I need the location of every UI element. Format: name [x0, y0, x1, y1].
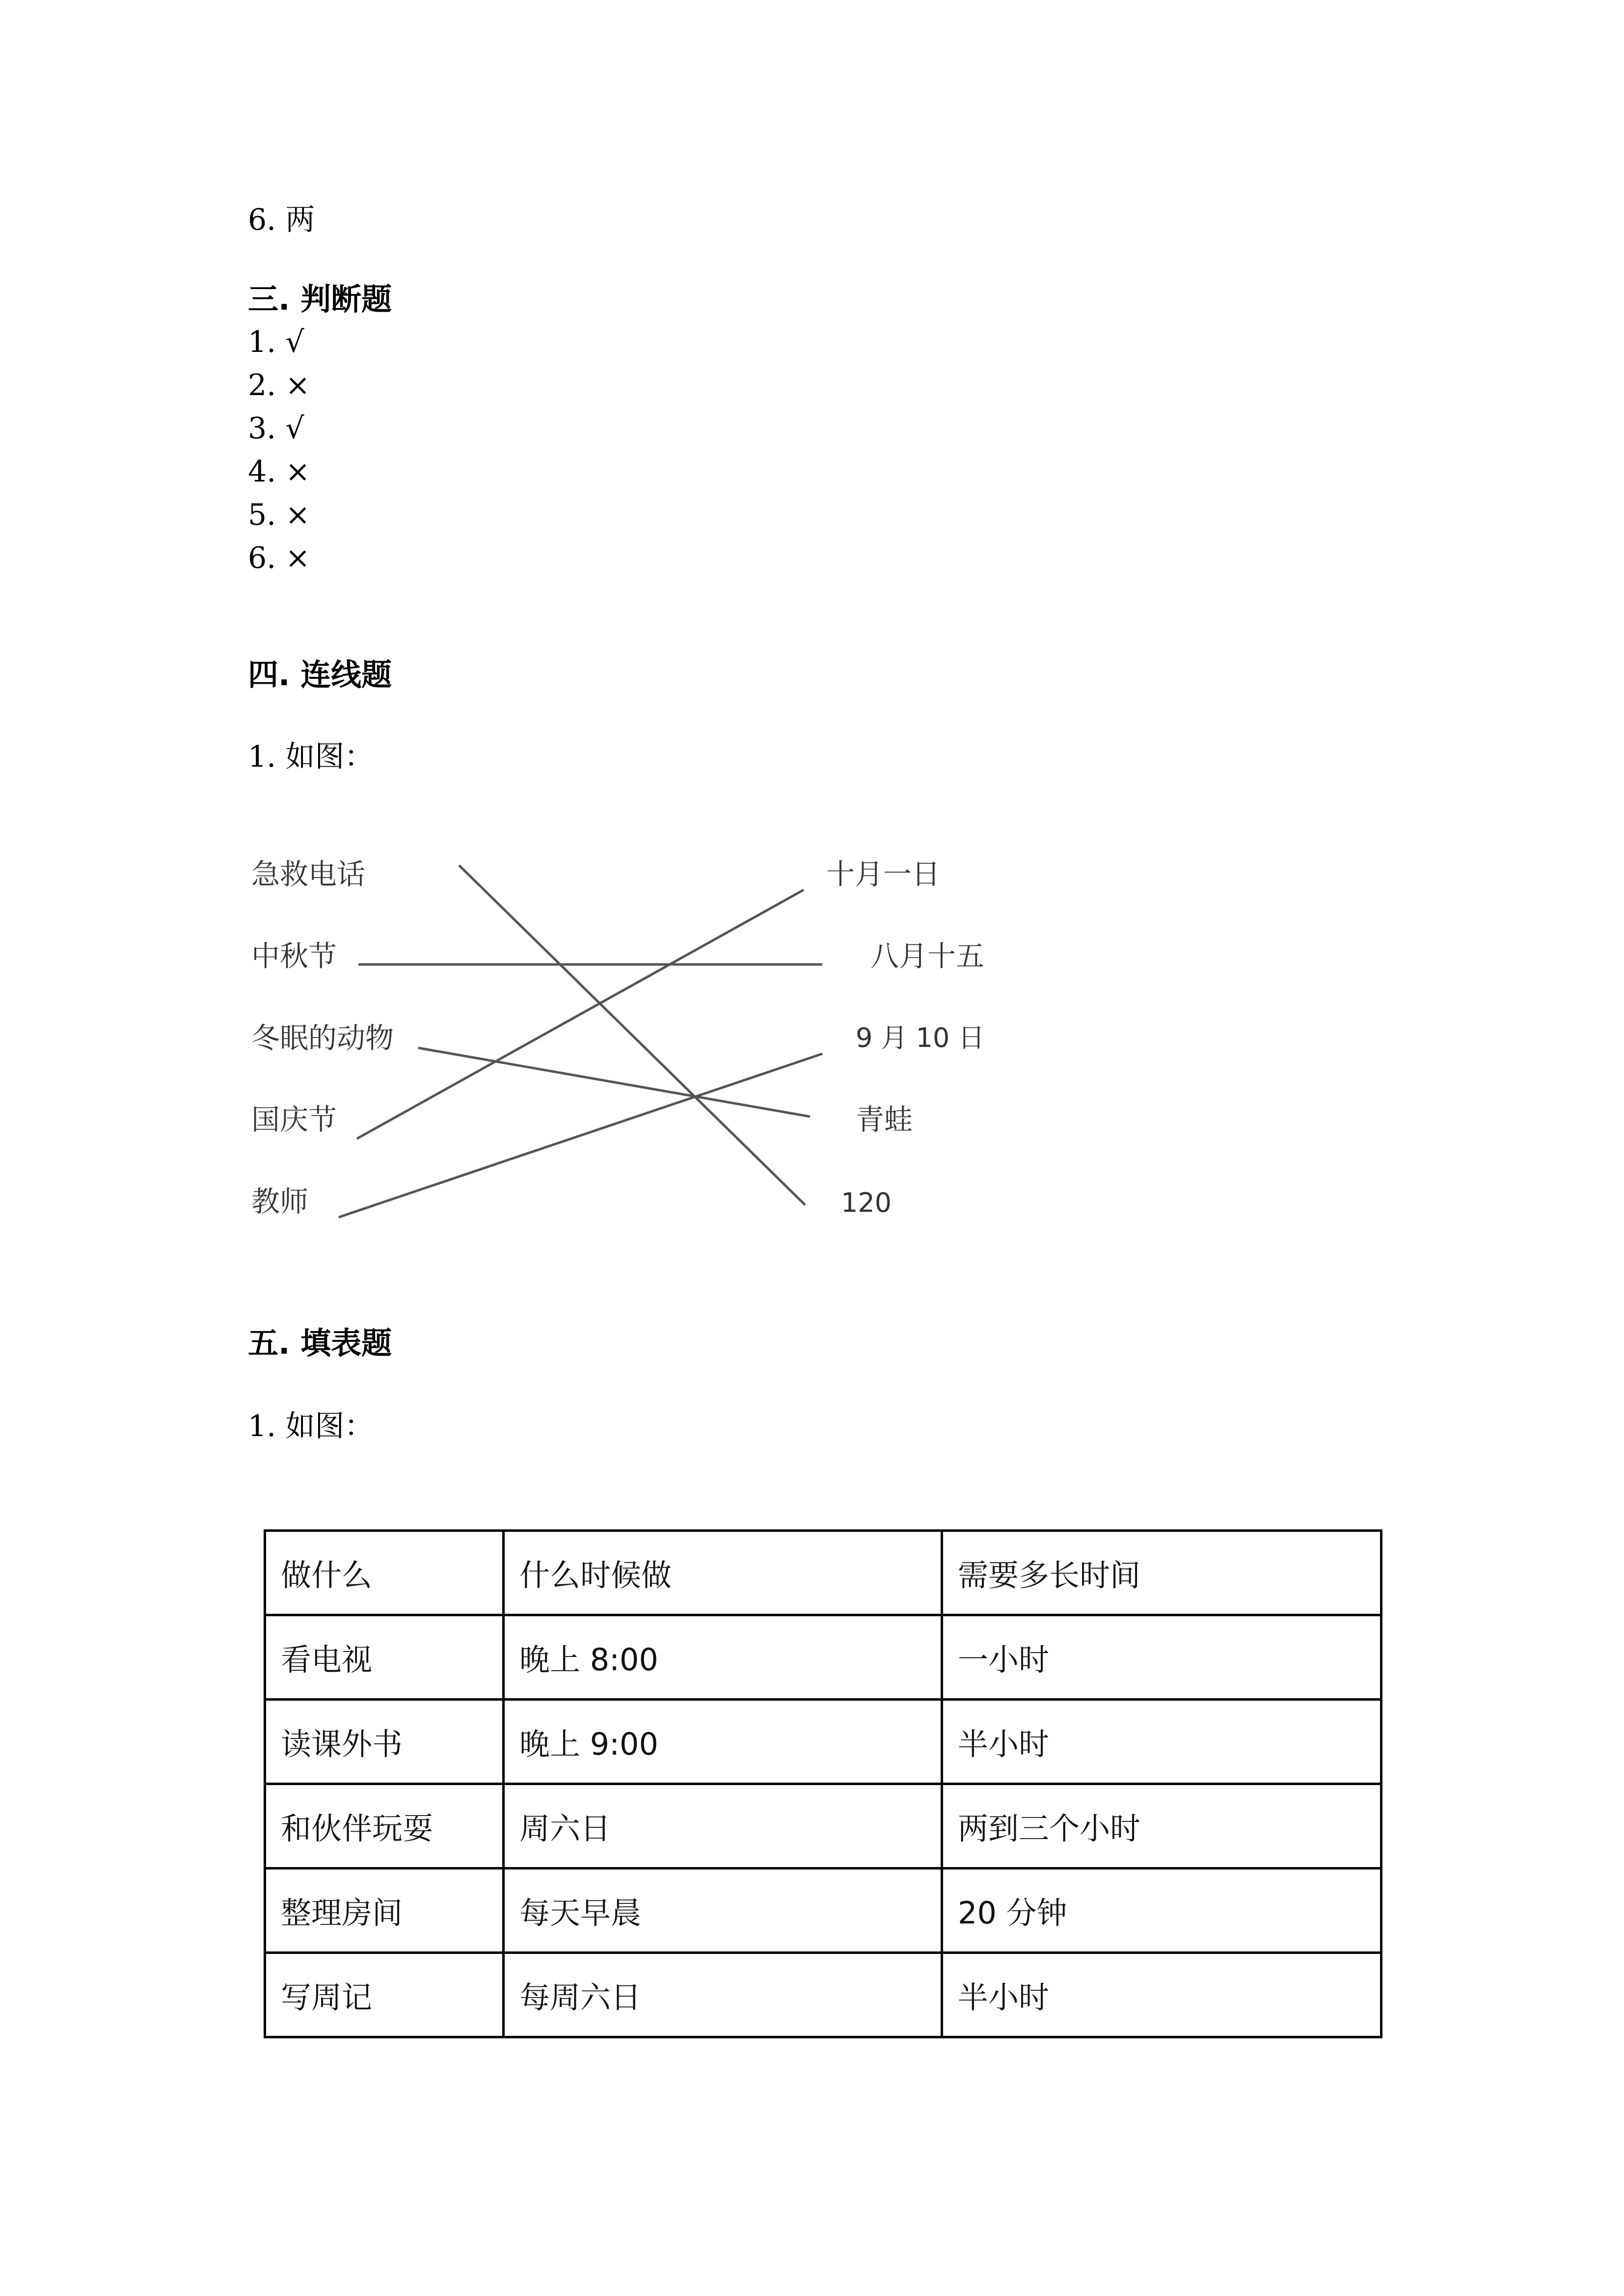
- match-left-emergency: 急救电话: [251, 857, 366, 891]
- table-header-cell: 什么时候做: [504, 1531, 942, 1615]
- table-cell: 晚上 8:00: [504, 1615, 942, 1700]
- match-left-midautumn: 中秋节: [251, 939, 337, 973]
- table-header-cell: 需要多长时间: [942, 1531, 1381, 1615]
- match-right-120: 120: [841, 1187, 892, 1218]
- table-cell: 读课外书: [265, 1700, 504, 1784]
- table-row: [265, 1953, 1381, 2037]
- match-left-hibernate: 冬眠的动物: [251, 1021, 394, 1055]
- judgement-answer-6: 6. ×: [248, 541, 310, 575]
- section-title-matching: 四. 连线题: [248, 657, 392, 693]
- table-cell: 周六日: [504, 1784, 942, 1869]
- table-header-cell: 做什么: [265, 1531, 504, 1615]
- schedule-table: [264, 1529, 1382, 2038]
- table-question: 1. 如图：: [248, 1409, 374, 1443]
- judgement-answer-4: 4. ×: [248, 454, 310, 489]
- table-cell: 看电视: [265, 1615, 504, 1700]
- table-row: [265, 1700, 1381, 1784]
- table-cell: 20 分钟: [942, 1869, 1381, 1953]
- match-right-sep10: 9 月 10 日: [856, 1022, 985, 1053]
- table-cell: 每周六日: [504, 1953, 942, 2037]
- table-cell: 晚上 9:00: [504, 1700, 942, 1784]
- match-line-hibernate-frog: [418, 1048, 810, 1117]
- table-row: [265, 1615, 1381, 1700]
- match-left-teacher: 教师: [251, 1185, 309, 1218]
- judgement-answer-3: 3. √: [248, 411, 304, 446]
- table-row: [265, 1784, 1381, 1869]
- table-cell: 两到三个小时: [942, 1784, 1381, 1869]
- table-cell: 一小时: [942, 1615, 1381, 1700]
- match-line-nationalday-oct1: [357, 890, 804, 1139]
- judgement-answer-1: 1. √: [248, 325, 304, 359]
- match-right-oct1: 十月一日: [826, 857, 941, 891]
- table-cell: 写周记: [265, 1953, 504, 2037]
- judgement-answer-5: 5. ×: [248, 498, 310, 532]
- match-line-teacher-sep10: [339, 1054, 822, 1217]
- table-header-row: [265, 1531, 1381, 1615]
- match-right-aug15: 八月十五: [870, 939, 985, 973]
- table-cell: 半小时: [942, 1953, 1381, 2037]
- table-cell: 整理房间: [265, 1869, 504, 1953]
- table-cell: 和伙伴玩耍: [265, 1784, 504, 1869]
- matching-question: 1. 如图：: [248, 740, 374, 774]
- judgement-answer-2: 2. ×: [248, 368, 310, 402]
- section-title-judgement: 三. 判断题: [248, 281, 392, 317]
- table-cell: 半小时: [942, 1700, 1381, 1784]
- match-line-emergency-120: [459, 865, 805, 1205]
- section-title-table: 五. 填表题: [248, 1325, 392, 1361]
- answer-6: 6. 两: [248, 203, 315, 237]
- table-cell: 每天早晨: [504, 1869, 942, 1953]
- table-row: [265, 1869, 1381, 1953]
- match-right-frog: 青蛙: [856, 1103, 913, 1136]
- match-left-nationalday: 国庆节: [251, 1103, 337, 1136]
